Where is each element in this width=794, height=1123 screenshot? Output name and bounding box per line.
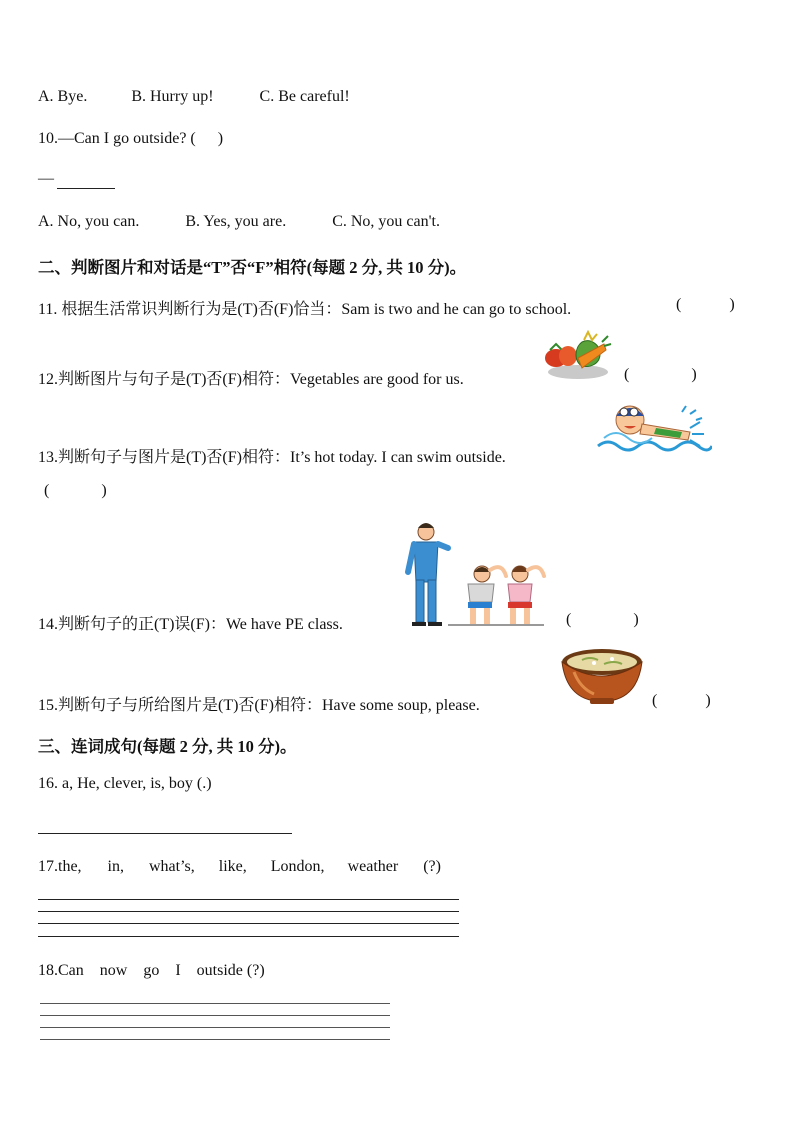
soup-bowl-picture <box>560 646 644 708</box>
q18-word-5: outside (?) <box>196 962 265 979</box>
section3-title: 三、连词成句(每题 2 分, 共 10 分)。 <box>38 737 297 756</box>
q15-paren-open: ( <box>652 692 658 709</box>
q14-text: 14.判断句子的正(T)误(F)：We have PE class. <box>38 616 343 633</box>
q10-option-c: C. No, you can't. <box>332 213 440 230</box>
q14-paren-open: ( <box>566 611 572 628</box>
q13-paren-open: ( <box>44 482 50 499</box>
q12-paren-close: ) <box>691 366 697 383</box>
q16-answer-line[interactable] <box>38 833 292 834</box>
q17-word-2: in, <box>107 858 124 875</box>
section2-title: 二、判断图片和对话是“T”否“F”相符(每题 2 分, 共 10 分)。 <box>38 258 467 277</box>
q17-word-3: what’s, <box>149 858 195 875</box>
q15-answer-paren[interactable] <box>652 692 711 710</box>
q18-word-4: I <box>175 962 181 979</box>
q10-paren-close: ) <box>217 130 224 147</box>
q17-words <box>38 858 441 876</box>
q18-writing-line-2[interactable] <box>40 1015 390 1016</box>
q17-writing-line-1[interactable] <box>38 899 459 900</box>
q12-answer-paren[interactable] <box>624 366 697 384</box>
q17-word-1: 17.the, <box>38 858 82 875</box>
q11-answer-paren[interactable] <box>676 296 735 314</box>
q17-writing-line-4[interactable] <box>38 936 459 937</box>
q18-writing-line-3[interactable] <box>40 1027 390 1028</box>
q18-word-2: now <box>99 962 128 979</box>
q9-options <box>38 88 350 106</box>
q18-word-3: go <box>143 962 160 979</box>
q17-writing-line-3[interactable] <box>38 923 459 924</box>
q13-answer-paren[interactable] <box>44 482 107 500</box>
q14-answer-paren[interactable] <box>566 611 639 629</box>
q10-options <box>38 213 440 231</box>
q17-word-5: London, <box>270 858 325 875</box>
vegetables-picture <box>544 328 612 380</box>
q11-paren-close: ) <box>729 296 735 313</box>
swimming-boy-picture <box>594 398 712 456</box>
q17-word-4: like, <box>218 858 247 875</box>
q13-text: 13.判断句子与图片是(T)否(F)相符：It’s hot today. I can swim outside. <box>38 449 506 466</box>
q9-option-b: B. Hurry up! <box>131 88 214 105</box>
q10-option-a: A. No, you can. <box>38 213 140 230</box>
q18-word-1: 18.Can <box>38 962 84 979</box>
q9-option-c: C. Be careful! <box>259 88 350 105</box>
pe-class-picture <box>404 522 550 628</box>
q13-paren-close: ) <box>101 482 107 499</box>
q10-question-text: 10.—Can I go outside? ( <box>38 130 196 147</box>
q12-paren-open: ( <box>624 366 630 383</box>
q9-option-a: A. Bye. <box>38 88 88 105</box>
q12-text: 12.判断图片与句子是(T)否(F)相符：Vegetables are good for us. <box>38 371 464 388</box>
q18-writing-line-4[interactable] <box>40 1039 390 1040</box>
q10-option-b: B. Yes, you are. <box>185 213 287 230</box>
q10-answer-blank[interactable] <box>57 188 115 189</box>
q17-writing-line-2[interactable] <box>38 911 459 912</box>
q11-paren-open: ( <box>676 296 682 313</box>
q10-answer-dash: — <box>38 170 54 187</box>
q15-paren-close: ) <box>705 692 711 709</box>
q18-writing-line-1[interactable] <box>40 1003 390 1004</box>
q16-text: 16. a, He, clever, is, boy (.) <box>38 775 212 792</box>
q17-word-6: weather <box>347 858 399 875</box>
q11-text: 11. 根据生活常识判断行为是(T)否(F)恰当：Sam is two and he can go to school. <box>38 301 572 318</box>
q14-paren-close: ) <box>633 611 639 628</box>
q15-text: 15.判断句子与所给图片是(T)否(F)相符：Have some soup, please. <box>38 697 480 714</box>
q17-word-7: (?) <box>423 858 441 875</box>
q18-words <box>38 962 265 980</box>
q10-question <box>38 130 223 148</box>
